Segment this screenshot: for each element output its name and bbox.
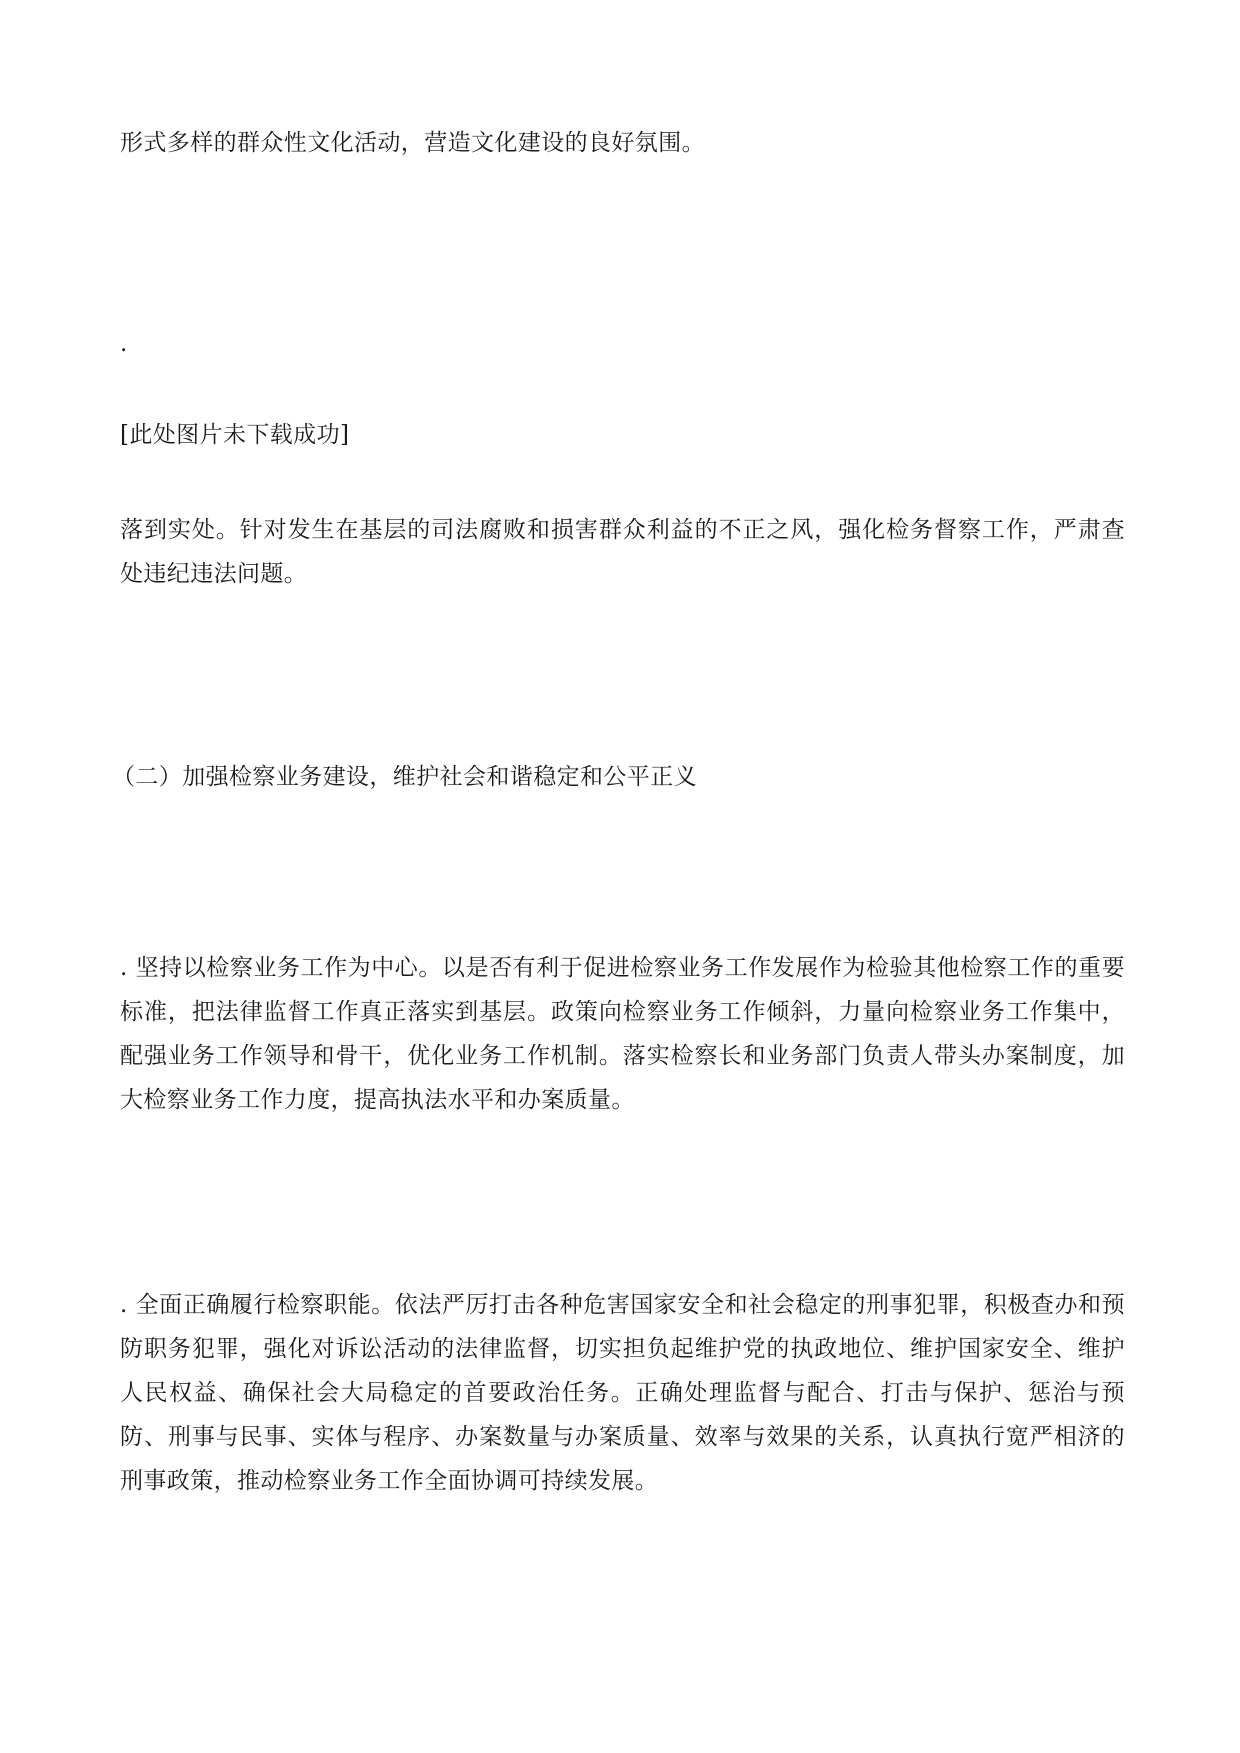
section-heading-two: （二）加强检察业务建设，维护社会和谐稳定和公平正义 <box>112 764 697 790</box>
image-not-downloaded-placeholder: [此处图片未下载成功] <box>120 422 350 448</box>
paragraph-cultural-activities: 形式多样的群众性文化活动，营造文化建设的良好氛围。 <box>120 130 705 156</box>
paragraph-procuratorial-functions: . 全面正确履行检察职能。依法严厉打击各种危害国家安全和社会稳定的刑事犯罪，积极查办和预防职务犯罪，强化对诉讼活动的法律监督，切实担负起维护党的执政地位、维护国家安全、维护人民权益、确保社会大局稳定的首要政治任务。正确处理监督与配合、打击与保护、惩治与预防、刑事与民事、实体与程序、办案数量与办案质量、效率与效果的关系，认真执行宽严相济的刑事政策，推动检察业务工作全面协调可持续发展。 <box>120 1292 1125 1494</box>
paragraph-business-center: . 坚持以检察业务工作为中心。以是否有利于促进检察业务工作发展作为检验其他检察工作的重要标准，把法律监督工作真正落实到基层。政策向检察业务工作倾斜，力量向检察业务工作集中，配强业务工作领导和骨干，优化业务工作机制。落实检察长和业务部门负责人带头办案制度，加大检察业务工作力度，提高执法水平和办案质量。 <box>120 955 1125 1113</box>
paragraph-inspection-supervision: 落到实处。针对发生在基层的司法腐败和损害群众利益的不正之风，强化检务督察工作，严肃查处违纪违法问题。 <box>120 517 1125 587</box>
paragraph-dot: . <box>120 331 128 357</box>
